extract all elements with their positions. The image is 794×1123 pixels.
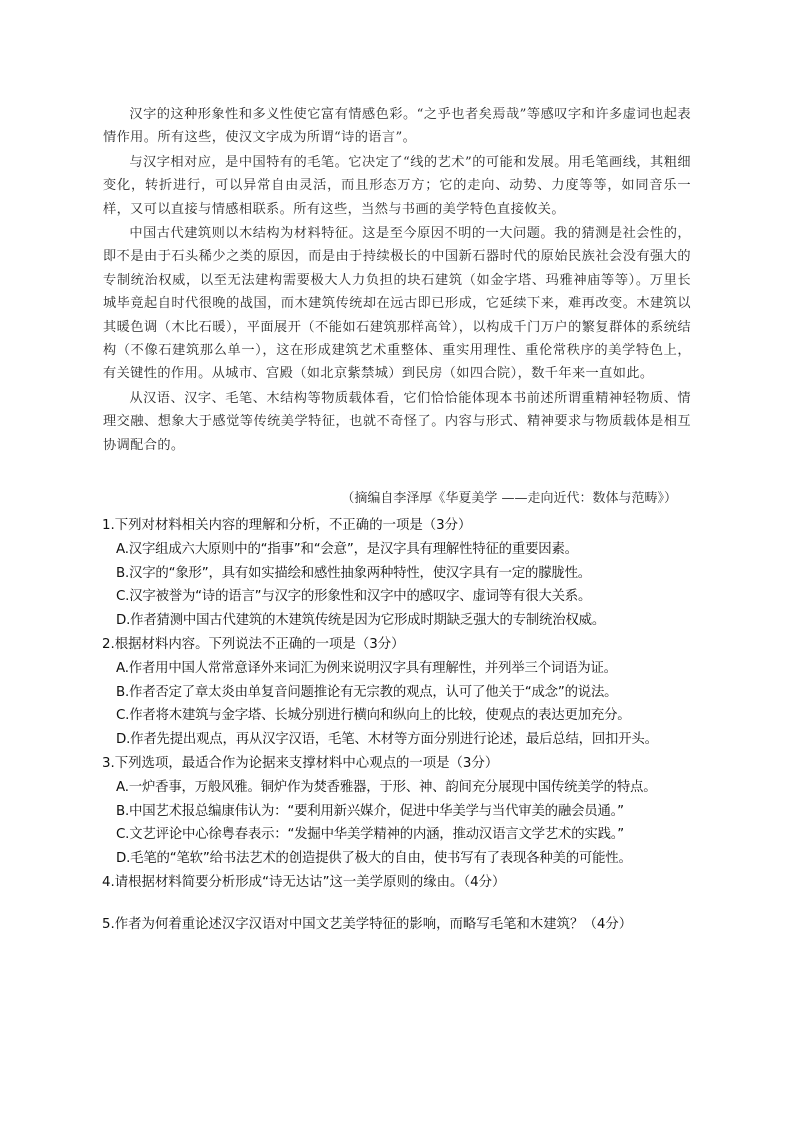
- question-stem: 2.根据材料内容。下列说法不正确的一项是（3分）: [102, 636, 405, 652]
- passage-paragraph-2: 与汉字相对应，是中国特有的毛笔。它决定了“线的艺术”的可能和发展。用毛笔画线，其粗细变化，转折进行，可以异常自由灵活，而且形态万方；它的走向、动势、力度等等，如同音乐一样，又可以直接与情感相联系。所有这些，当然与书画的美学特色直接攸关。: [103, 154, 691, 217]
- question-option-b: B.汉字的“象形”，具有如实描绘和感性抽象两种特性，使汉字具有一定的朦胧性。: [116, 565, 591, 581]
- question-stem: 1.下列对材料相关内容的理解和分析，不正确的一项是（3分）: [102, 518, 472, 533]
- question-stem: 4.请根据材料简要分析形成“诗无达诂”这一美学原则的缘由。（4分）: [102, 874, 506, 890]
- passage-paragraph-3: 中国古代建筑则以木结构为材料特征。这是至今原因不明的一大问题。我的猜测是社会性的，即不是由于石头稀少之类的原因，而是由于持续极长的中国新石器时代的原始民族社会没有强大的专制统治权威，以至无法建构需要极大人力负担的块石建筑（如金字塔、玛雅神庙等等）。万里长城毕竟起自时代很晚的战国，而木建筑传统却在远古即已形成，它延续下来，难再改变。木建筑以其暖色调（木比石暖），平面展开（不能如石建筑那样高耸），以构成千门万户的繁复群体的系统结构（不像石建筑那么单一），这在形成建筑艺术重整体、重实用理性、重伦常秩序的美学特色上，有关键性的作用。从城市、宫殿（如北京紫禁城）到民房（如四合院），数千年来一直如此。: [103, 226, 691, 382]
- question-4: [102, 871, 702, 895]
- question-option-b: B.作者否定了章太炎由单复音问题推论有无宗教的观点，认可了他关于“成念”的说法。: [116, 684, 618, 700]
- question-option-b: B.中国艺术报总编康伟认为：“要利用新兴媒介，促进中华美学与当代审美的融会员通。”: [116, 803, 624, 819]
- question-option-c: C.汉字被誉为“诗的语言”与汉字的形象性和汉字中的感叹字、虚词等有很大关系。: [116, 589, 592, 605]
- passage-paragraph-4: 从汉语、汉字、毛笔、木结构等物质载体看，它们恰恰能体现本书前述所谓重精神轻物质、情理交融、想象大于感觉等传统美学特征，也就不奇怪了。内容与形式、精神要求与物质载体是相互协调配合的。: [103, 390, 691, 453]
- passage-paragraph-1: 汉字的这种形象性和多义性使它富有情感色彩。“之乎也者矣焉哉”等感叹字和许多虚词也起表情作用。所有这些，使汉文字成为所谓“诗的语言”。: [103, 107, 691, 146]
- question-1: [102, 514, 702, 633]
- question-list: [102, 514, 702, 937]
- question-option-d: D.作者猜测中国古代建筑的木建筑传统是因为它形成时期缺乏强大的专制统治权威。: [116, 613, 606, 629]
- question-option-a: A.汉字组成六大原则中的“指事”和“会意”，是汉字具有理解性特征的重要因素。: [116, 541, 578, 557]
- question-2: [102, 633, 702, 752]
- question-option-c: C.作者将木建筑与金字塔、长城分别进行横向和纵向上的比较，使观点的表达更加充分。: [116, 708, 631, 724]
- reading-passage: [103, 103, 691, 458]
- passage-source: （摘编自李泽厚《华夏美学 ——走向近代：数体与范畴》）: [341, 491, 677, 506]
- question-option-a: A.作者用中国人常常意译外来词汇为例来说明汉字具有理解性，并列举三个词语为证。: [116, 660, 617, 676]
- question-stem: 5.作者为何着重论述汉字汉语对中国文艺美学特征的影响，而略写毛笔和木建筑？（4分）: [102, 916, 633, 932]
- question-5: [102, 913, 702, 937]
- question-option-d: D.作者先提出观点，再从汉字汉语，毛笔、木材等方面分别进行论述，最后总结，回扣开头。: [116, 732, 658, 748]
- question-3: [102, 752, 702, 871]
- question-option-c: C.文艺评论中心徐粤春表示：“发掘中华美学精神的内涵，推动汉语言文学艺术的实践。”: [116, 827, 625, 843]
- answer-space: [102, 895, 702, 913]
- question-option-d: D.毛笔的“笔软”给书法艺术的创造提供了极大的自由，使书写有了表现各种美的可能性。: [116, 851, 632, 867]
- question-option-a: A.一炉香事，万般风雅。铜炉作为焚香雅器，于形、神、韵间充分展现中国传统美学的特点。: [116, 779, 657, 795]
- question-stem: 3.下列选项，最适合作为论据来支撑材料中心观点的一项是（3分）: [102, 755, 499, 771]
